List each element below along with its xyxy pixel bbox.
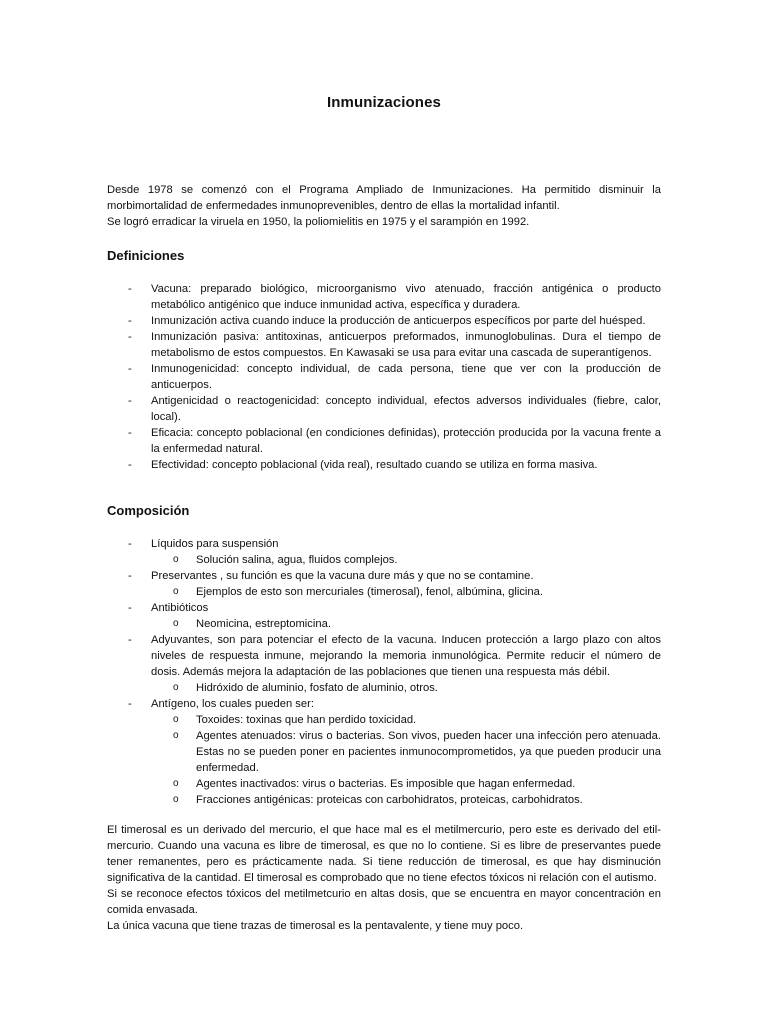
list-item-text: Eficacia: concepto poblacional (en condiciones definidas), protección producida por la vacuna frente a la enfermedad natural. <box>151 427 661 455</box>
list-item-text: Antibióticos <box>151 602 209 614</box>
dash-bullet: - <box>128 315 132 327</box>
dash-bullet: - <box>128 570 132 582</box>
dash-bullet: - <box>128 395 132 407</box>
circle-bullet: o <box>173 794 179 805</box>
sub-list <box>151 680 661 696</box>
definiciones-heading: Definiciones <box>107 248 185 263</box>
sub-list-item-text: Agentes atenuados: virus o bacterias. Son vivos, pueden hacer una infección pero atenuada. Estas no se pueden poner en pacientes inmunocomprometidos, ya que pueden producir una enfermedad. <box>196 730 661 774</box>
sub-list-item <box>107 584 661 600</box>
list-item-text: Inmunización activa cuando induce la producción de anticuerpos específicos por parte del huésped. <box>151 315 646 327</box>
circle-bullet: o <box>173 730 179 741</box>
definiciones-list <box>107 281 661 473</box>
list-item <box>107 632 661 696</box>
sub-list-item-text: Hidróxido de aluminio, fosfato de aluminio, otros. <box>196 682 438 694</box>
closing-paragraph: La única vacuna que tiene trazas de timerosal es la pentavalente, y tiene muy poco. <box>107 920 524 932</box>
sub-list-item <box>107 728 661 776</box>
list-item-text: Vacuna: preparado biológico, microorganismo vivo atenuado, fracción antigénica o producto metabólico antigénico que induce inmunidad activa, específica y duradera. <box>151 283 661 311</box>
list-item <box>107 313 661 329</box>
circle-bullet: o <box>173 586 179 597</box>
dash-bullet: - <box>128 363 132 375</box>
list-item <box>107 568 661 600</box>
document-title: Inmunizaciones <box>327 94 441 111</box>
composicion-heading: Composición <box>107 503 190 518</box>
intro-section <box>107 182 661 230</box>
list-item-text: Antigenicidad o reactogenicidad: concepto individual, efectos adversos individuales (fiebre, calor, local). <box>151 395 661 423</box>
dash-bullet: - <box>128 602 132 614</box>
circle-bullet: o <box>173 778 179 789</box>
sub-list-item <box>107 712 661 728</box>
list-item-text: Inmunización pasiva: antitoxinas, anticuerpos preformados, inmunoglobulinas. Dura el tiempo de metabolismo de estos compuestos. En Kawasaki se usa para evitar una cascada de superantígenos. <box>151 331 661 359</box>
circle-bullet: o <box>173 618 179 629</box>
sub-list-item-text: Agentes inactivados: virus o bacterias. Es imposible que hagan enfermedad. <box>196 778 576 790</box>
circle-bullet: o <box>173 554 179 565</box>
list-item-text: Adyuvantes, son para potenciar el efecto de la vacuna. Inducen protección a largo plazo con altos niveles de respuesta inmune, mejorando la memoria inmunológica. Permite reducir el número de dosis. Además mejora la adaptación de las poblaciones que tienen una respuesta más débil. <box>151 634 661 678</box>
sub-list <box>151 552 661 568</box>
list-item-text: Preservantes , su función es que la vacuna dure más y que no se contamine. <box>151 570 534 582</box>
dash-bullet: - <box>128 698 132 710</box>
list-item-text: Efectividad: concepto poblacional (vida real), resultado cuando se utiliza en forma masiva. <box>151 459 598 471</box>
dash-bullet: - <box>128 427 132 439</box>
composicion-list <box>107 536 661 808</box>
closing-section <box>107 822 661 934</box>
list-item-text: Antígeno, los cuales pueden ser: <box>151 698 314 710</box>
dash-bullet: - <box>128 459 132 471</box>
composicion-list-container <box>107 536 661 808</box>
circle-bullet: o <box>173 714 179 725</box>
list-item <box>107 361 661 393</box>
circle-bullet: o <box>173 682 179 693</box>
list-item <box>107 393 661 425</box>
sub-list-item <box>107 680 661 696</box>
dash-bullet: - <box>128 538 132 550</box>
sub-list <box>151 712 661 808</box>
sub-list <box>151 616 661 632</box>
list-item <box>107 536 661 568</box>
dash-bullet: - <box>128 331 132 343</box>
closing-paragraph: Si se reconoce efectos tóxicos del metilmetcurio en altas dosis, que se encuentra en mayor concentración en comida envasada. <box>107 888 661 916</box>
list-item <box>107 457 661 473</box>
definiciones-list-container <box>107 281 661 473</box>
list-item-text: Líquidos para suspensión <box>151 538 279 550</box>
sub-list-item-text: Fracciones antigénicas: proteicas con carbohidratos, proteicas, carbohidratos. <box>196 794 583 806</box>
sub-list-item-text: Solución salina, agua, fluidos complejos. <box>196 554 398 566</box>
sub-list <box>151 584 661 600</box>
list-item <box>107 600 661 632</box>
closing-paragraph: El timerosal es un derivado del mercurio, el que hace mal es el metilmercurio, pero este es derivado del etil-mercurio. Cuando una vacuna es libre de timerosal, es que no lo contiene. Si es libre de preservantes puede tener remanentes, pero es prácticamente nada. Si tiene reducción de timerosal, es que hay disminución significativa de la cantidad. El timerosal es comprobado que no tiene efectos tóxicos ni relación con el autismo. <box>107 824 661 884</box>
dash-bullet: - <box>128 634 132 646</box>
dash-bullet: - <box>128 283 132 295</box>
sub-list-item <box>107 776 661 792</box>
sub-list-item-text: Toxoides: toxinas que han perdido toxicidad. <box>196 714 417 726</box>
sub-list-item <box>107 616 661 632</box>
list-item-text: Inmunogenicidad: concepto individual, de cada persona, tiene que ver con la producción de anticuerpos. <box>151 363 661 391</box>
list-item <box>107 425 661 457</box>
sub-list-item <box>107 792 661 808</box>
sub-list-item-text: Ejemplos de esto son mercuriales (timerosal), fenol, albúmina, glicina. <box>196 586 543 598</box>
intro-paragraph: Desde 1978 se comenzó con el Programa Ampliado de Inmunizaciones. Ha permitido disminuir la morbimortalidad de enfermedades inmunoprevenibles, dentro de ellas la mortalidad infantil. <box>107 184 661 212</box>
sub-list-item-text: Neomicina, estreptomicina. <box>196 618 331 630</box>
list-item <box>107 329 661 361</box>
list-item <box>107 281 661 313</box>
intro-paragraph: Se logró erradicar la viruela en 1950, la poliomielitis en 1975 y el sarampión en 1992. <box>107 216 530 228</box>
sub-list-item <box>107 552 661 568</box>
list-item <box>107 696 661 808</box>
